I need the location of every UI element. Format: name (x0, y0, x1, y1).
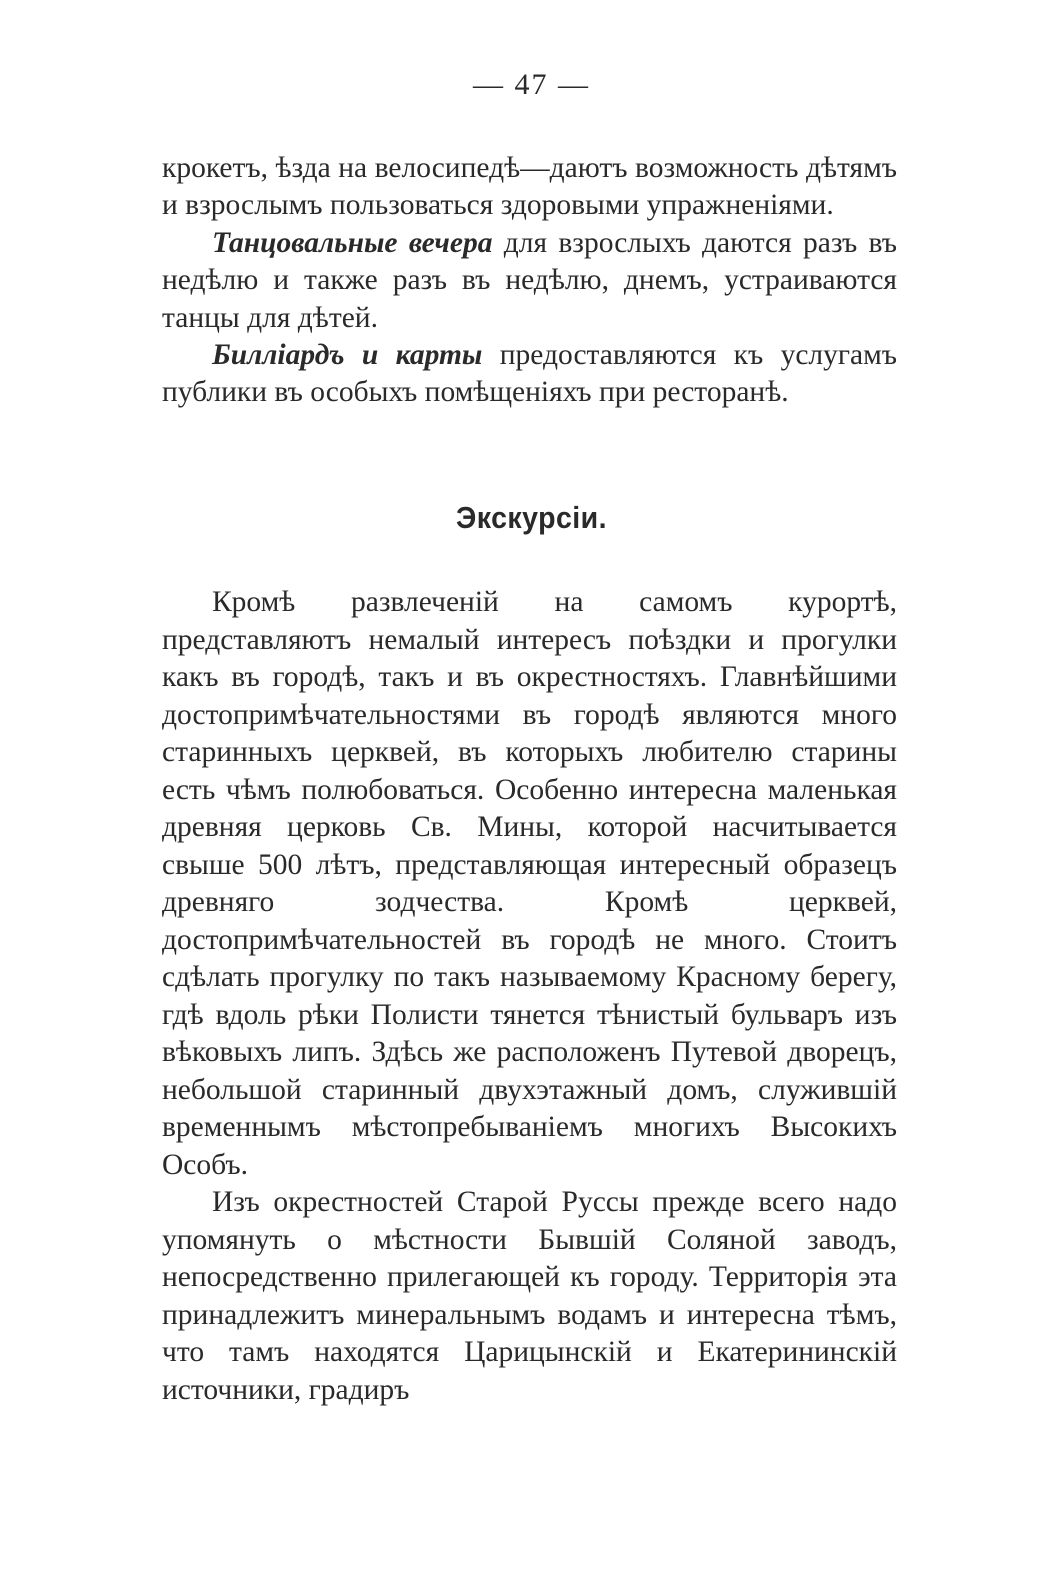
emphasis-billiards: Билліардъ и карты (212, 339, 483, 372)
emphasis-dance-evenings: Танцовальные вечера (212, 226, 493, 259)
paragraph-dance-evenings-text: для взрослыхъ даются разъ въ недѣлю и также разъ въ недѣлю, днемъ, устраиваются танцы для дѣтей. (162, 226, 897, 334)
bottom-text-block (162, 584, 897, 1409)
paragraph-city-sights: Кромѣ развлеченій на самомъ курортѣ, представляютъ немалый интересъ поѣздки и прогулки какъ въ городѣ, такъ и въ окрестностяхъ. Главнѣйшими достопримѣчательностями въ городѣ являются много старинныхъ церквей, въ которыхъ любителю старины есть чѣмъ полюбоваться. Особенно интересна маленькая древняя церковь Св. Мины, которой насчитывается свыше 500 лѣтъ, представляющая интересный образецъ древняго зодчества. Кромѣ церквей, достопримѣчательностей въ городѣ не много. Стоитъ сдѣлать прогулку по такъ называемому Красному берегу, гдѣ вдоль рѣки Полисти тянется тѣнистый бульваръ изъ вѣковыхъ липъ. Здѣсь же расположенъ Путевой дворецъ, небольшой старинный двухэтажный домъ, служившій временнымъ мѣстопребываніемъ многихъ Высокихъ Особъ. (162, 586, 897, 1181)
paragraph-billiards (162, 337, 897, 412)
paragraph-dance-evenings (162, 225, 897, 337)
paragraph-sports: крокетъ, ѣзда на велосипедѣ—даютъ возможность дѣтямъ и взрослымъ пользоваться здоровыми упражненіями. (162, 152, 897, 222)
section-heading-excursions: Экскурсіи. (455, 500, 608, 535)
page-number: — 47 — (473, 68, 590, 101)
paragraph-billiards-text: предоставляются къ услугамъ публики въ особыхъ помѣщеніяхъ при ресторанѣ. (162, 339, 898, 409)
paragraph-surroundings: Изъ окрестностей Старой Руссы прежде всего надо упомянуть о мѣстности Бывшій Соляной заводъ, непосредственно прилегающей къ городу. Территорія эта принадлежитъ минеральнымъ водамъ и интересна тѣмъ, что тамъ находятся Царицынскій и Екатерининскій источники, градиръ (162, 1186, 897, 1406)
top-text-block (162, 150, 897, 412)
